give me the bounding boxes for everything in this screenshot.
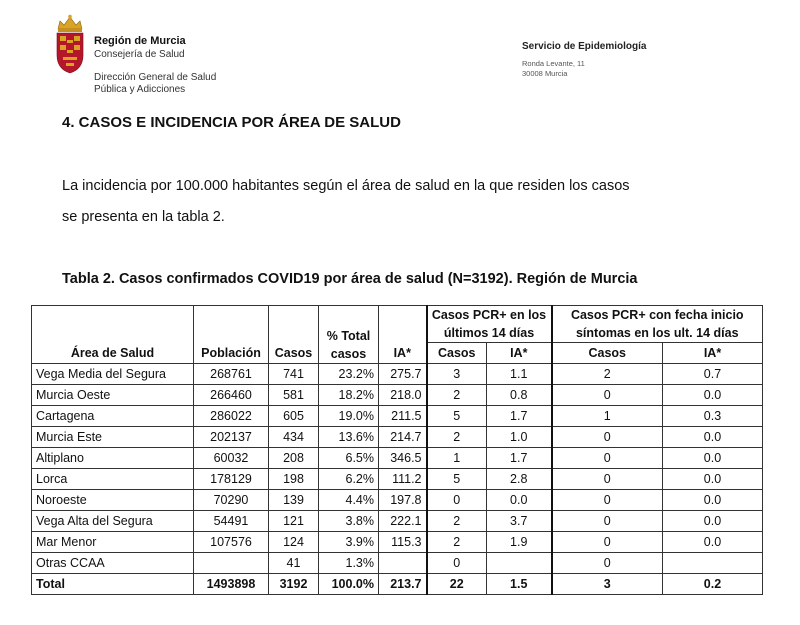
cell-pct: 6.5% — [319, 448, 379, 469]
table-row — [32, 553, 763, 574]
cell-g1-ia: 0.0 — [487, 490, 552, 511]
cell-g1-casos: 2 — [427, 385, 487, 406]
cell-ia — [379, 553, 427, 574]
cell-casos: 198 — [269, 469, 319, 490]
region-name: Región de Murcia — [94, 35, 186, 47]
cell-area: Murcia Oeste — [32, 385, 194, 406]
paragraph-line-2: se presenta en la tabla 2. — [62, 209, 225, 225]
table-row — [32, 427, 763, 448]
cell-pct: 19.0% — [319, 406, 379, 427]
murcia-coat-of-arms-logo — [52, 13, 88, 75]
cell-g2-ia: 0.7 — [663, 364, 763, 385]
cell-casos: 139 — [269, 490, 319, 511]
cell-pct: 100.0% — [319, 574, 379, 595]
cell-g2-ia: 0.0 — [663, 448, 763, 469]
table-row — [32, 490, 763, 511]
cell-g2-casos: 3 — [552, 574, 663, 595]
header-g1-casos: Casos — [427, 343, 487, 364]
service-block — [522, 41, 646, 79]
cell-ia: 346.5 — [379, 448, 427, 469]
header-area: Área de Salud — [32, 306, 194, 364]
cell-area: Vega Alta del Segura — [32, 511, 194, 532]
cell-g2-ia: 0.2 — [663, 574, 763, 595]
cell-g1-ia: 1.7 — [487, 406, 552, 427]
table-row — [32, 448, 763, 469]
header-pct-total: % Total casos — [319, 306, 379, 364]
cell-poblacion: 266460 — [194, 385, 269, 406]
table-row — [32, 532, 763, 553]
document-header — [0, 0, 800, 110]
cell-g2-casos: 0 — [552, 490, 663, 511]
cell-casos: 41 — [269, 553, 319, 574]
service-address-1: Ronda Levante, 11 — [522, 59, 585, 68]
cell-pct: 6.2% — [319, 469, 379, 490]
cell-area: Mar Menor — [32, 532, 194, 553]
cell-ia: 214.7 — [379, 427, 427, 448]
cell-g2-casos: 0 — [552, 448, 663, 469]
cell-poblacion: 60032 — [194, 448, 269, 469]
cell-g1-casos: 5 — [427, 406, 487, 427]
region-department: Consejería de Salud — [94, 49, 185, 60]
cell-g1-ia: 1.5 — [487, 574, 552, 595]
cell-g2-ia: 0.3 — [663, 406, 763, 427]
cell-poblacion: 107576 — [194, 532, 269, 553]
cell-poblacion: 1493898 — [194, 574, 269, 595]
cell-g2-casos: 0 — [552, 385, 663, 406]
cell-casos: 605 — [269, 406, 319, 427]
cell-area: Otras CCAA — [32, 553, 194, 574]
cell-g1-casos: 2 — [427, 427, 487, 448]
directorate-line-2: Pública y Adicciones — [94, 84, 186, 95]
cell-poblacion: 54491 — [194, 511, 269, 532]
cell-g1-ia: 1.0 — [487, 427, 552, 448]
cell-poblacion — [194, 553, 269, 574]
cell-poblacion: 202137 — [194, 427, 269, 448]
paragraph-line-1: La incidencia por 100.000 habitantes según el área de salud en la que residen los casos — [62, 178, 630, 194]
header-group-symptoms-14-days: Casos PCR+ con fecha inicio síntomas en los ult. 14 días — [552, 306, 763, 343]
cell-pct: 3.8% — [319, 511, 379, 532]
table-row — [32, 406, 763, 427]
header-ia: IA* — [379, 306, 427, 364]
cell-ia: 222.1 — [379, 511, 427, 532]
header-g2-casos: Casos — [552, 343, 663, 364]
cell-g2-ia: 0.0 — [663, 490, 763, 511]
table-row — [32, 364, 763, 385]
service-address-2: 30008 Murcia — [522, 69, 568, 78]
cell-casos: 121 — [269, 511, 319, 532]
cases-by-health-area-table — [31, 305, 763, 595]
header-group-pcr-14-days: Casos PCR+ en los últimos 14 días — [427, 306, 552, 343]
cell-ia: 213.7 — [379, 574, 427, 595]
table-total-row — [32, 574, 763, 595]
cell-g2-ia: 0.0 — [663, 532, 763, 553]
cell-casos: 741 — [269, 364, 319, 385]
cell-g1-casos: 1 — [427, 448, 487, 469]
table-row — [32, 385, 763, 406]
cell-g1-ia: 2.8 — [487, 469, 552, 490]
cell-pct: 13.6% — [319, 427, 379, 448]
cell-g2-casos: 0 — [552, 511, 663, 532]
cell-pct: 3.9% — [319, 532, 379, 553]
cell-area: Altiplano — [32, 448, 194, 469]
table-body — [32, 364, 763, 595]
header-g2-ia: IA* — [663, 343, 763, 364]
cell-area: Total — [32, 574, 194, 595]
cell-ia: 111.2 — [379, 469, 427, 490]
service-title: Servicio de Epidemiología — [522, 41, 647, 52]
cell-casos: 3192 — [269, 574, 319, 595]
cell-ia: 211.5 — [379, 406, 427, 427]
cell-poblacion: 70290 — [194, 490, 269, 511]
cell-casos: 124 — [269, 532, 319, 553]
table-caption: Tabla 2. Casos confirmados COVID19 por área de salud (N=3192). Región de Murcia — [62, 271, 638, 287]
cell-g1-ia — [487, 553, 552, 574]
cell-g2-ia — [663, 553, 763, 574]
cell-g2-casos: 0 — [552, 532, 663, 553]
table-row — [32, 469, 763, 490]
cell-g1-ia: 1.9 — [487, 532, 552, 553]
cell-pct: 4.4% — [319, 490, 379, 511]
section-title: 4. CASOS E INCIDENCIA POR ÁREA DE SALUD — [62, 114, 401, 131]
cell-g2-ia: 0.0 — [663, 427, 763, 448]
cell-ia: 115.3 — [379, 532, 427, 553]
cell-casos: 581 — [269, 385, 319, 406]
header-g1-ia: IA* — [487, 343, 552, 364]
cell-area: Lorca — [32, 469, 194, 490]
cell-poblacion: 178129 — [194, 469, 269, 490]
cell-area: Murcia Este — [32, 427, 194, 448]
cell-g1-ia: 1.7 — [487, 448, 552, 469]
cell-pct: 23.2% — [319, 364, 379, 385]
cell-g1-casos: 0 — [427, 553, 487, 574]
cell-g1-casos: 5 — [427, 469, 487, 490]
cell-g2-casos: 0 — [552, 469, 663, 490]
cell-poblacion: 268761 — [194, 364, 269, 385]
table-row — [32, 511, 763, 532]
region-identity — [94, 34, 186, 62]
cell-pct: 1.3% — [319, 553, 379, 574]
cell-area: Cartagena — [32, 406, 194, 427]
cell-area: Noroeste — [32, 490, 194, 511]
cell-g1-ia: 0.8 — [487, 385, 552, 406]
cell-g1-casos: 0 — [427, 490, 487, 511]
cell-g2-casos: 0 — [552, 427, 663, 448]
cell-ia: 275.7 — [379, 364, 427, 385]
cell-pct: 18.2% — [319, 385, 379, 406]
cell-g1-casos: 2 — [427, 511, 487, 532]
cell-ia: 218.0 — [379, 385, 427, 406]
directorate — [94, 72, 216, 96]
cell-g2-ia: 0.0 — [663, 511, 763, 532]
cell-g2-casos: 1 — [552, 406, 663, 427]
cell-casos: 434 — [269, 427, 319, 448]
cell-g1-ia: 3.7 — [487, 511, 552, 532]
header-casos: Casos — [269, 306, 319, 364]
cell-area: Vega Media del Segura — [32, 364, 194, 385]
cell-g2-casos: 0 — [552, 553, 663, 574]
cell-casos: 208 — [269, 448, 319, 469]
cell-g1-casos: 3 — [427, 364, 487, 385]
cell-g1-ia: 1.1 — [487, 364, 552, 385]
cell-g2-ia: 0.0 — [663, 385, 763, 406]
cell-g2-casos: 2 — [552, 364, 663, 385]
cell-g1-casos: 2 — [427, 532, 487, 553]
cell-g1-casos: 22 — [427, 574, 487, 595]
cell-poblacion: 286022 — [194, 406, 269, 427]
cell-g2-ia: 0.0 — [663, 469, 763, 490]
directorate-line-1: Dirección General de Salud — [94, 72, 217, 83]
cell-ia: 197.8 — [379, 490, 427, 511]
header-poblacion: Población — [194, 306, 269, 364]
